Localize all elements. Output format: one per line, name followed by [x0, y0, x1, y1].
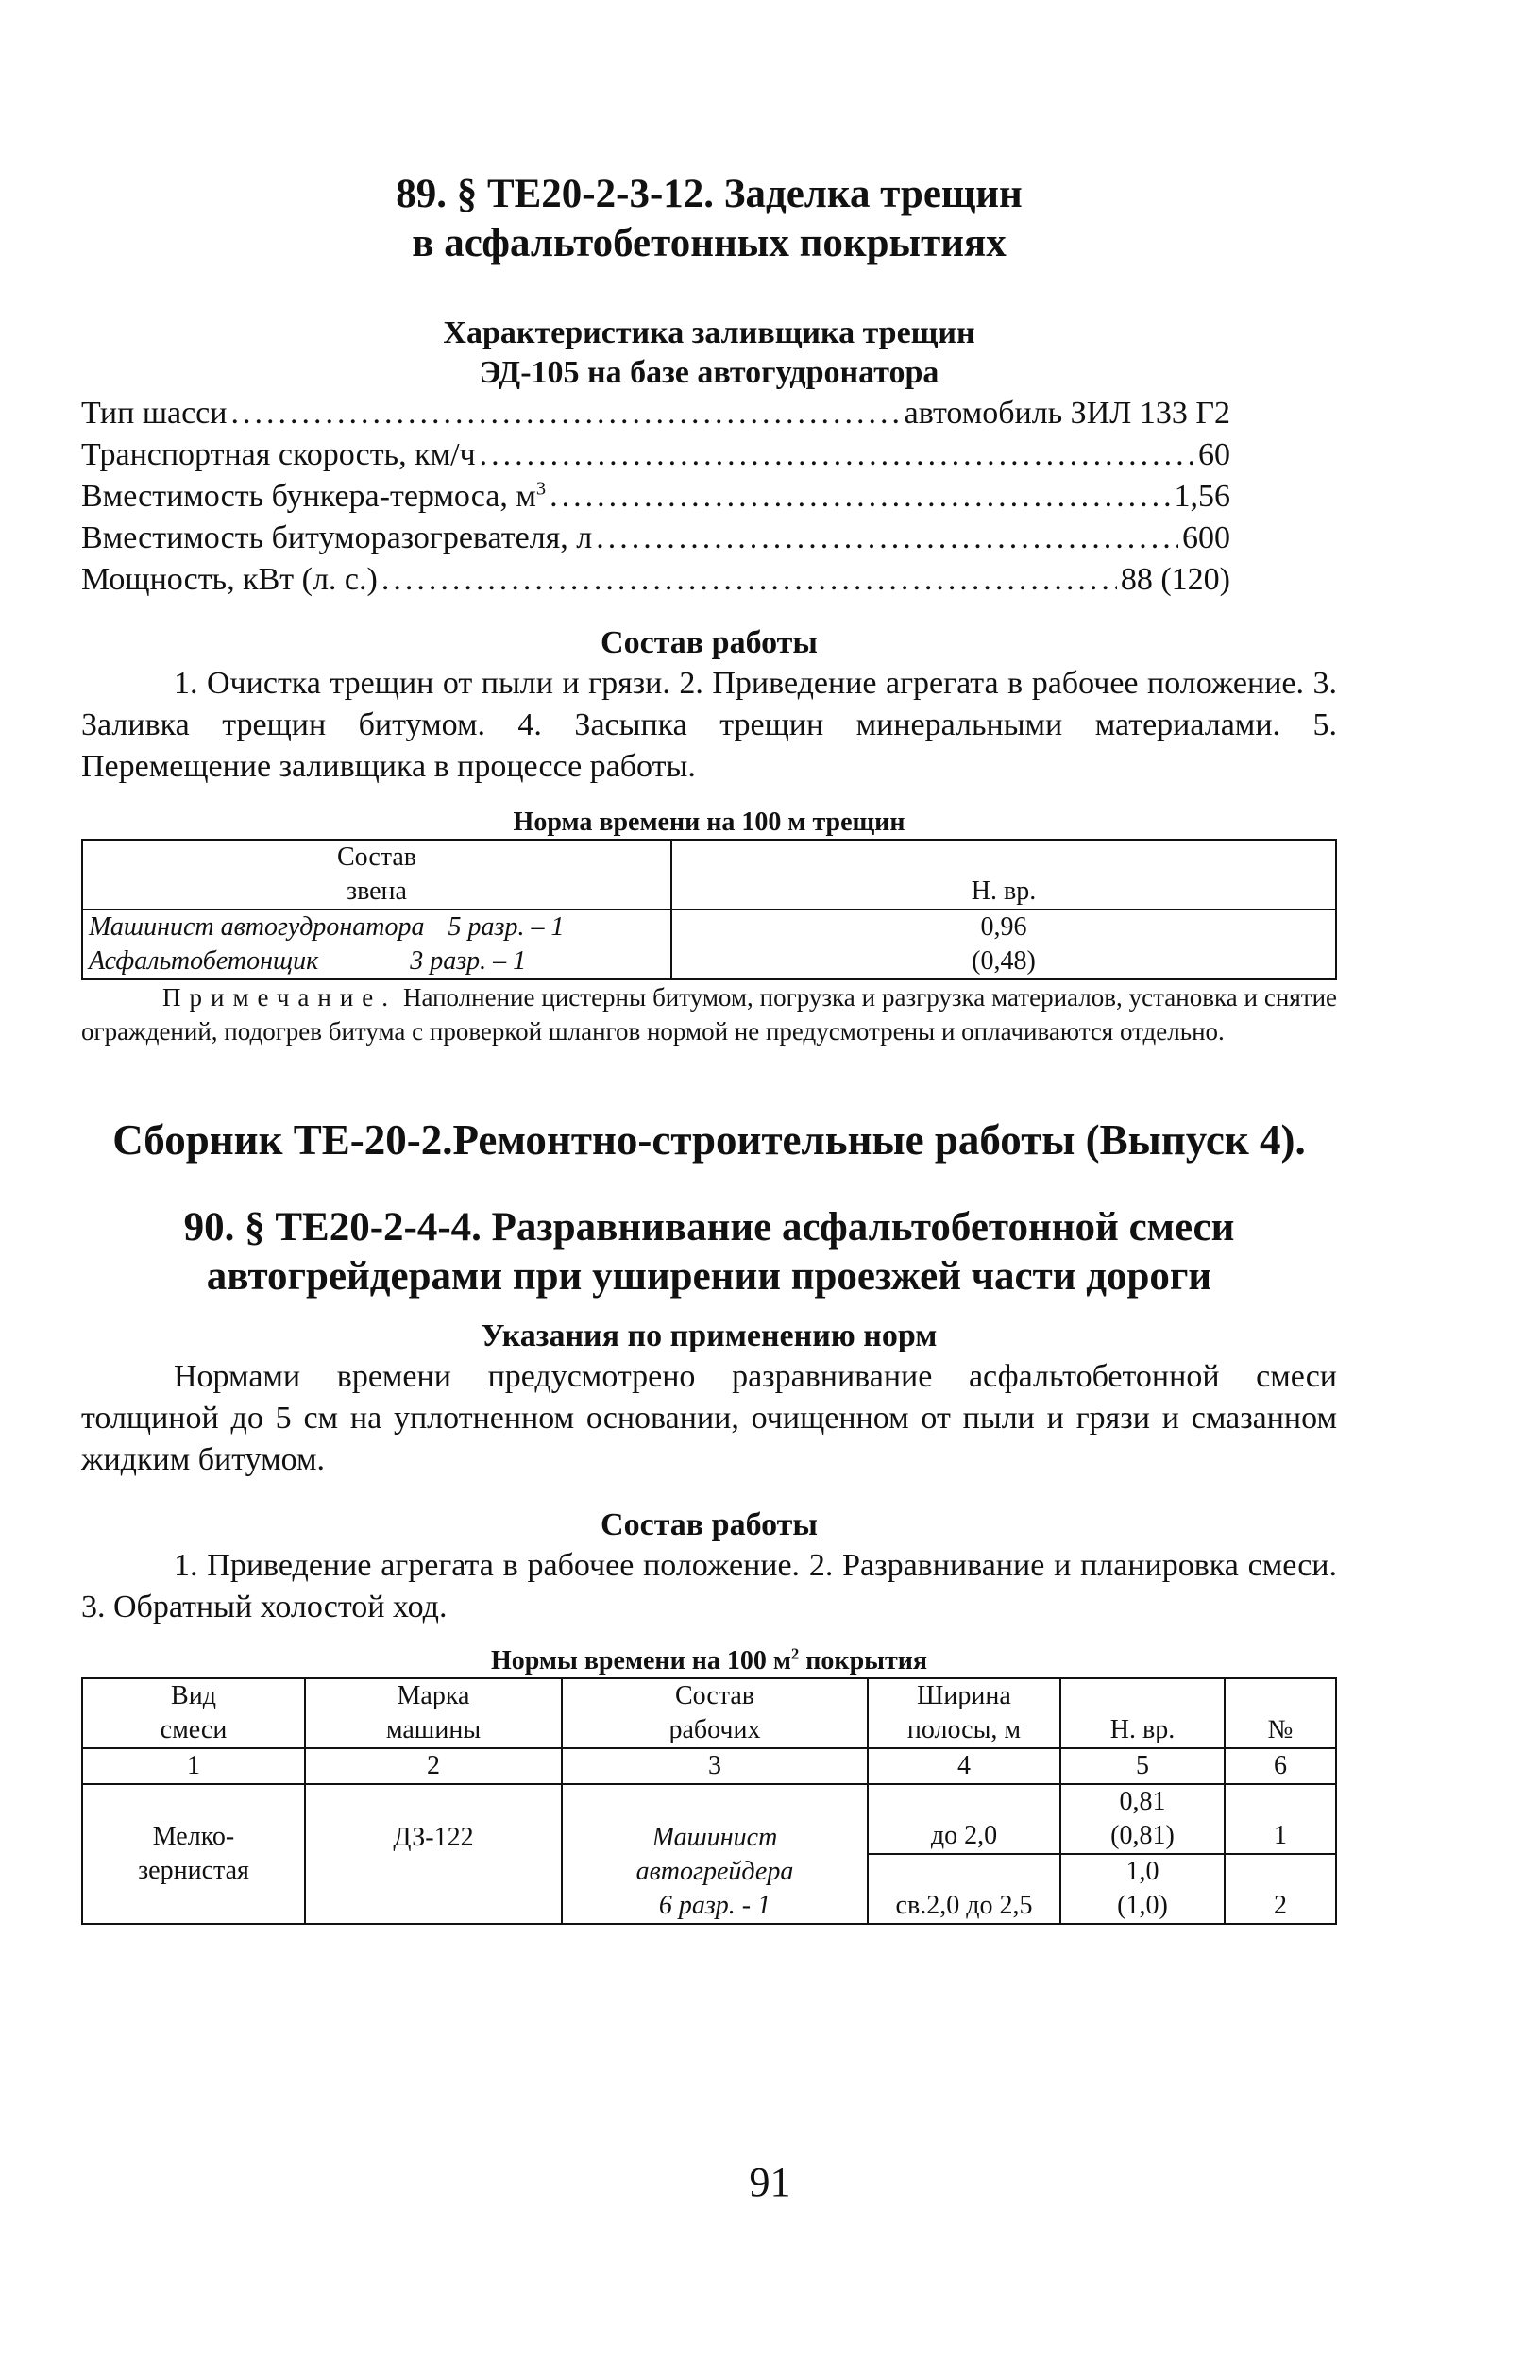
crew-text: Машинист [652, 1823, 778, 1852]
header-text: Ширина [917, 1681, 1011, 1710]
column-number: 1 [82, 1748, 305, 1784]
norm-cell: 0,96 [671, 910, 1336, 944]
norm-value-paren: (1,0) [1117, 1891, 1168, 1920]
column-number: 5 [1060, 1748, 1225, 1784]
row-number-cell: 1 [1225, 1784, 1336, 1854]
section-89 [81, 170, 1337, 1048]
machine-cell: ДЗ-122 [305, 1784, 562, 1924]
row-number-cell: 2 [1225, 1854, 1336, 1924]
header-text: звена [347, 876, 407, 906]
norm-value: 1,0 [1125, 1857, 1159, 1886]
spec-row [81, 434, 1230, 476]
worker-name: Асфальтобетонщик [89, 946, 319, 976]
header-cell-crew [82, 840, 671, 910]
spec-row [81, 518, 1230, 559]
table-note [81, 980, 1337, 1048]
worker-grade: 3 разр. – 1 [410, 946, 527, 976]
section-90-title-line2: автогрейдерами при уширении проезжей части дороги [206, 1254, 1212, 1299]
worker-grade: 5 разр. – 1 [448, 912, 565, 942]
characteristics-title-line2: ЭД-105 на базе автогудронатора [479, 355, 939, 390]
section-89-title-line1: 89. § ТЕ20-2-3-12. Заделка трещин [396, 172, 1023, 216]
spec-value: автомобиль ЗИЛ 133 Г2 [904, 396, 1230, 431]
header-text: Вид [171, 1681, 216, 1710]
column-number: 3 [562, 1748, 868, 1784]
caption-text: покрытия [799, 1646, 928, 1675]
spec-row [81, 559, 1230, 601]
table-header-row [82, 1678, 1336, 1748]
header-text: рабочих [668, 1715, 761, 1744]
column-number: 2 [305, 1748, 562, 1784]
spec-value: 600 [1182, 520, 1230, 555]
section-90-title-line1: 90. § ТЕ20-2-4-4. Разравнивание асфальтобетонной смеси [183, 1205, 1235, 1250]
header-cell [305, 1678, 562, 1748]
spec-value: 60 [1198, 437, 1230, 472]
mix-text: Мелко- [152, 1822, 235, 1851]
mix-type-cell [82, 1784, 305, 1924]
leader-dots [480, 434, 1194, 476]
spec-label-text: Вместимость бункера-термоса, м [81, 479, 536, 514]
norm-cell: (0,48) [671, 944, 1336, 979]
column-number-row [82, 1748, 1336, 1784]
header-text: Состав [336, 842, 417, 872]
header-text: полосы, м [906, 1715, 1022, 1744]
leader-dots [381, 559, 1117, 601]
section-90 [81, 1165, 1337, 1925]
spec-row [81, 476, 1230, 518]
norm-cell [1060, 1854, 1225, 1924]
spec-label [81, 476, 546, 518]
crew-text: 6 разр. - 1 [658, 1891, 771, 1920]
note-text: Наполнение цистерны битумом, погрузка и разгрузка материалов, установка и снятие ограждений, подогрев битума с проверкой шлангов нормой не предусмотрены и оплачиваются отдельно. [81, 983, 1338, 1046]
page-content [81, 170, 1337, 1925]
characteristics-title-line1: Характеристика заливщика трещин [443, 315, 975, 350]
section-89-title-line2: в асфальтобетонных покрытиях [412, 221, 1007, 265]
worker-name: Машинист автогудронатора [89, 912, 425, 942]
spec-label: Транспортная скорость, км/ч [81, 437, 476, 472]
header-cell [562, 1678, 868, 1748]
spec-value: 1,56 [1174, 479, 1230, 514]
header-text: Состав [674, 1681, 755, 1710]
norm-value: 0,81 [1119, 1787, 1166, 1816]
spec-list [81, 393, 1337, 601]
spec-label: Тип шасси [81, 396, 228, 431]
leader-dots [550, 476, 1170, 518]
table-caption [81, 1645, 1337, 1677]
spec-row [81, 393, 1230, 434]
crew-cell [82, 944, 671, 979]
table-caption: Норма времени на 100 м трещин [513, 808, 905, 837]
work-heading: Состав работы [601, 625, 818, 660]
work-text: 1. Приведение агрегата в рабочее положение. 2. Разравнивание и планировка смеси. 3. Обратный холостой ход. [81, 1548, 1337, 1624]
spec-label-sup: 3 [535, 478, 547, 500]
work-text: 1. Очистка трещин от пыли и грязи. 2. Приведение агрегата в рабочее положение. 3. Заливка трещин битумом. 4. Засыпка трещин минеральными материалами. 5. Перемещение заливщика в процессе работы. [81, 666, 1337, 784]
column-number: 4 [868, 1748, 1060, 1784]
width-cell: до 2,0 [868, 1784, 1060, 1854]
header-cell [82, 1678, 305, 1748]
header-text: смеси [160, 1715, 228, 1744]
page-number: 91 [749, 2159, 791, 2205]
header-text: Марка [397, 1681, 470, 1710]
work-heading: Состав работы [601, 1507, 818, 1542]
header-cell [1060, 1678, 1225, 1748]
spec-value: 88 (120) [1120, 562, 1230, 597]
guide-text: Нормами времени предусмотрено разравнивание асфальтобетонной смеси толщиной до 5 см на уплотненном основании, очищенном от пыли и грязи и смазанном жидким битумом. [81, 1359, 1337, 1477]
mix-text: зернистая [138, 1856, 249, 1885]
header-cell-norm: Н. вр. [671, 840, 1336, 910]
note-label: Примечание. [162, 983, 398, 1012]
header-text: Н. вр. [1109, 1715, 1176, 1744]
header-text: машины [385, 1715, 482, 1744]
crew-cell [562, 1784, 868, 1924]
leader-dots [230, 393, 900, 434]
table-row [82, 944, 1336, 979]
header-text: № [1267, 1715, 1294, 1744]
column-number: 6 [1225, 1748, 1336, 1784]
collection-title: Сборник ТЕ-20-2.Ремонтно-строительные работы (Выпуск 4). [112, 1116, 1306, 1164]
header-cell [1225, 1678, 1336, 1748]
table-row [82, 910, 1336, 944]
norm-table-89 [81, 839, 1337, 980]
table-header-row [82, 840, 1336, 910]
norm-table-90 [81, 1677, 1337, 1925]
crew-text: автогрейдера [635, 1857, 794, 1886]
leader-dots [596, 518, 1178, 559]
width-cell: св.2,0 до 2,5 [868, 1854, 1060, 1924]
spec-label: Мощность, кВт (л. с.) [81, 562, 378, 597]
norm-value-paren: (0,81) [1110, 1821, 1175, 1850]
caption-text: Нормы времени на 100 м [490, 1646, 791, 1675]
guide-heading: Указания по применению норм [481, 1318, 938, 1353]
caption-sup: 2 [790, 1644, 800, 1663]
spec-label: Вместимость битуморазогревателя, л [81, 520, 593, 555]
table-row [82, 1784, 1336, 1854]
norm-cell [1060, 1784, 1225, 1854]
crew-cell [82, 910, 671, 944]
header-cell [868, 1678, 1060, 1748]
